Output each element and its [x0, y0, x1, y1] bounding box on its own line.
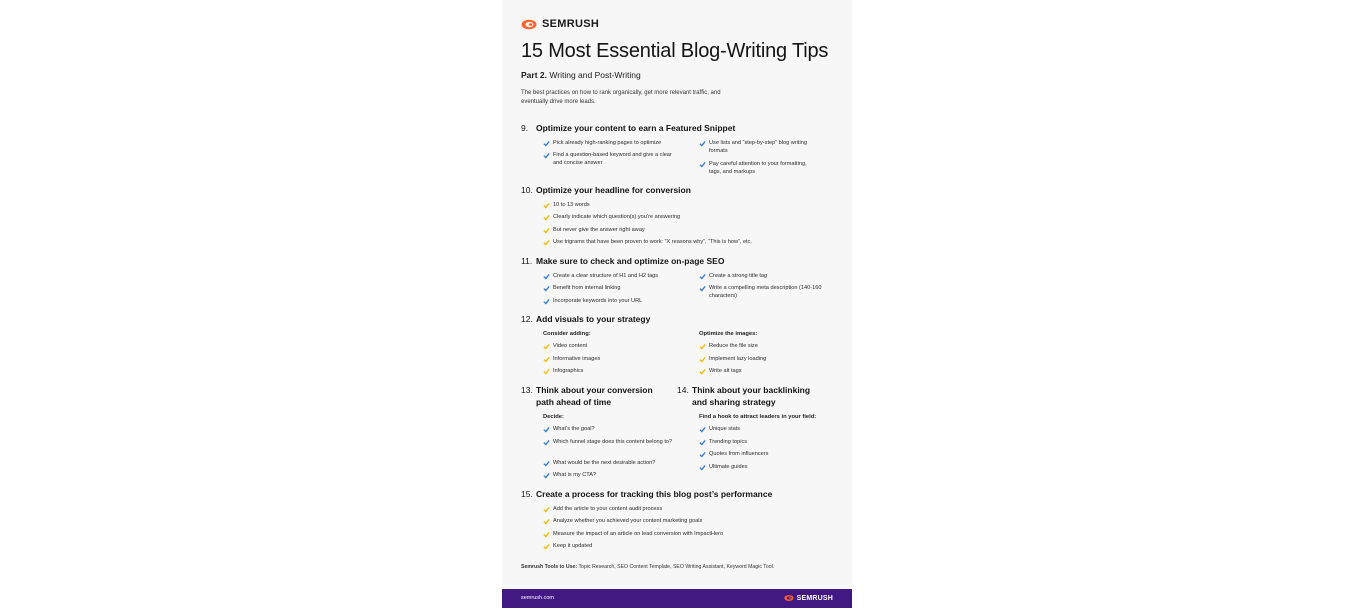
infographic-page: [502, 0, 852, 608]
check-icon: [543, 543, 550, 550]
check-icon: [699, 343, 706, 350]
section-12-number: 12.: [521, 314, 533, 324]
check-icon: [699, 439, 706, 446]
intro-text: The best practices on how to rank organically, get more relevant traffic, and eventually drive more leads.: [521, 90, 721, 105]
check-icon: [543, 506, 550, 513]
section-15-number: 15.: [521, 489, 533, 499]
section-14-number: 14.: [677, 385, 689, 395]
list-item: What is my CTA?: [543, 472, 678, 480]
check-icon: [543, 460, 550, 467]
list-item: Incorporate keywords into your URL: [543, 298, 698, 306]
check-icon: [543, 439, 550, 446]
page-subtitle: [521, 70, 641, 80]
list-item: Pay careful attention to your formatting, tags, and markups: [699, 161, 819, 176]
list-item: Clearly indicate which question(s) you’re answering: [543, 214, 813, 222]
check-icon: [543, 426, 550, 433]
section-14-title-line1: Think about your backlinking: [692, 385, 811, 395]
list-item: What’s the goal?: [543, 426, 678, 434]
list-item: Pick already high-ranking pages to optimize: [543, 140, 693, 148]
list-item: Informative images: [543, 356, 693, 364]
section-9-number: 9.: [521, 123, 529, 133]
list-item: Measure the impact of an article on lead conversion with ImpactHero: [543, 531, 813, 539]
check-icon: [543, 343, 550, 350]
list-item: Benefit from internal linking: [543, 285, 698, 293]
tools-line: [521, 564, 774, 570]
list-item: Reduce the file size: [699, 343, 829, 351]
list-item: But never give the answer right away: [543, 227, 813, 235]
semrush-flame-icon: [521, 19, 539, 30]
subtitle-text: Writing and Post-Writing: [549, 70, 641, 80]
check-icon: [543, 472, 550, 479]
list-item: Find a question-based keyword and give a clear and concise answer: [543, 152, 678, 167]
list-item: What would be the next desirable action?: [543, 460, 693, 468]
list-item: 10 to 13 words: [543, 202, 813, 210]
section-9-title: Optimize your content to earn a Featured Snippet: [536, 123, 736, 133]
section-13-title-line2: path ahead of time: [536, 397, 612, 407]
check-icon: [543, 356, 550, 363]
list-item: Create a clear structure of H1 and H2 tags: [543, 273, 698, 281]
list-item: Unique stats: [699, 426, 829, 434]
check-icon: [543, 227, 550, 234]
section-11-number: 11.: [521, 256, 533, 266]
section-15-title: Create a process for tracking this blog post’s performance: [536, 489, 773, 499]
footer-wordmark: SEMRUSH: [796, 594, 833, 602]
logo-wordmark: SEMRUSH: [542, 18, 600, 30]
list-item: Ultimate guides: [699, 464, 829, 472]
list-item: Quotes from influencers: [699, 451, 829, 459]
section-14-label: Find a hook to attract leaders in your field:: [699, 414, 817, 420]
section-12-right-label: Optimize the images:: [699, 331, 758, 337]
tools-list: Topic Research, SEO Content Template, SEO Writing Assistant, Keyword Magic Tool.: [578, 564, 775, 570]
section-10-number: 10.: [521, 185, 533, 195]
page-title: 15 Most Essential Blog-Writing Tips: [521, 40, 829, 62]
check-icon: [699, 161, 706, 168]
list-item: Which funnel stage does this content belong to?: [543, 439, 678, 447]
check-icon: [543, 152, 550, 159]
list-item: Keep it updated: [543, 543, 813, 551]
section-12-title: Add visuals to your strategy: [536, 314, 651, 324]
section-12-left-label: Consider adding:: [543, 331, 591, 337]
semrush-logo: [521, 17, 599, 31]
list-item: Analyze whether you achieved your content marketing goals: [543, 518, 813, 526]
check-icon: [543, 202, 550, 209]
footer-bar: [502, 589, 852, 608]
section-11-title: Make sure to check and optimize on-page SEO: [536, 256, 725, 266]
check-icon: [543, 298, 550, 305]
list-item: Create a strong title tag: [699, 273, 829, 281]
semrush-flame-icon: [784, 594, 795, 602]
section-13-title-line1: Think about your conversion: [536, 385, 653, 395]
tools-label: Semrush Tools to Use:: [521, 564, 578, 570]
section-13-number: 13.: [521, 385, 533, 395]
list-item: Infographics: [543, 368, 693, 376]
subtitle-part: Part 2.: [521, 70, 547, 80]
check-icon: [543, 273, 550, 280]
check-icon: [543, 285, 550, 292]
footer-url[interactable]: semrush.com: [521, 595, 555, 601]
list-item: Add the article to your content audit process: [543, 506, 813, 514]
section-14-title-line2: and sharing strategy: [692, 397, 776, 407]
check-icon: [699, 368, 706, 375]
footer-logo: [784, 594, 833, 602]
list-item: Video content: [543, 343, 693, 351]
check-icon: [699, 356, 706, 363]
check-icon: [543, 214, 550, 221]
check-icon: [543, 140, 550, 147]
list-item: Use lists and “step-by-step” blog writing formats: [699, 140, 809, 155]
list-item: Use trigrams that have been proven to work: “X reasons why”, “This is how”, etc.: [543, 239, 833, 247]
section-10-title: Optimize your headline for conversion: [536, 185, 691, 195]
check-icon: [699, 285, 706, 292]
check-icon: [699, 273, 706, 280]
check-icon: [543, 518, 550, 525]
list-item: Write alt tags: [699, 368, 829, 376]
list-item: Trending topics: [699, 439, 829, 447]
check-icon: [699, 426, 706, 433]
check-icon: [543, 368, 550, 375]
check-icon: [543, 531, 550, 538]
check-icon: [699, 140, 706, 147]
check-icon: [699, 451, 706, 458]
list-item: Implement lazy loading: [699, 356, 829, 364]
check-icon: [543, 239, 550, 246]
section-13-label: Decide:: [543, 414, 564, 420]
list-item: Write a compelling meta description (140-160 characters): [699, 285, 829, 300]
check-icon: [699, 464, 706, 471]
